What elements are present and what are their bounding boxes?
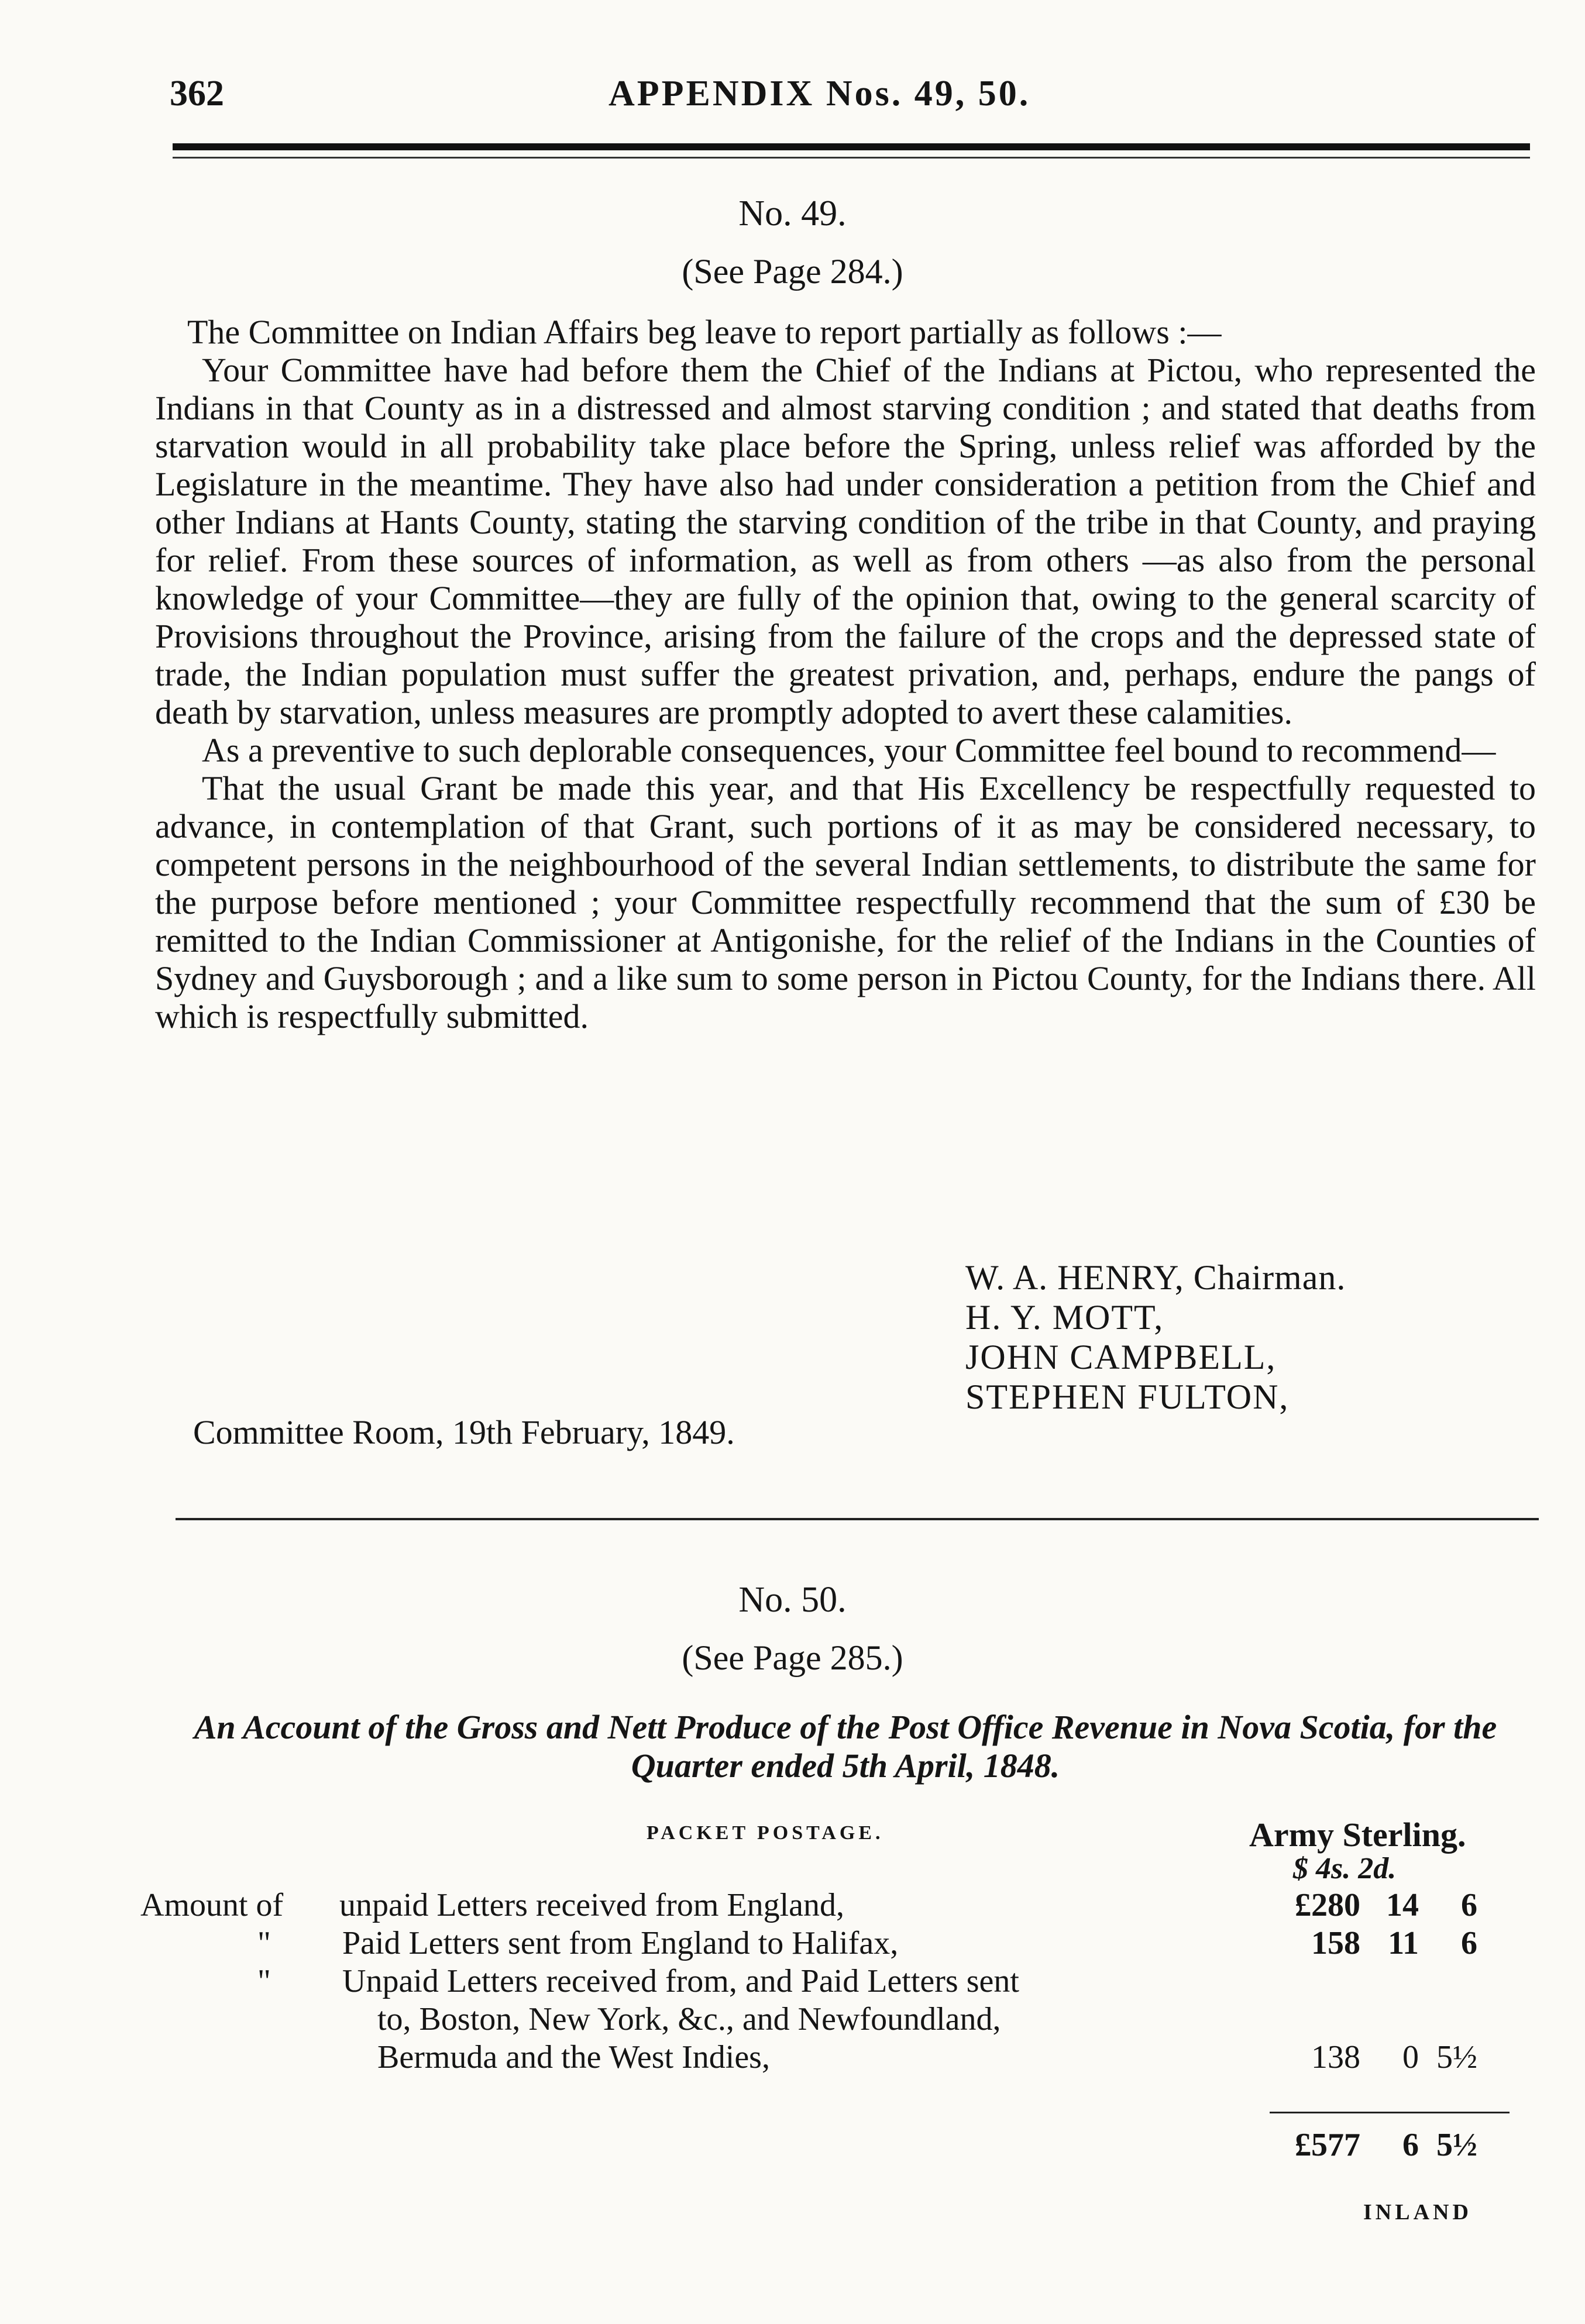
see-page-close: .) xyxy=(882,252,903,291)
account-title: An Account of the Gross and Nett Produce of the Post Office Revenue in Nova Scotia, for the Quarter ended 5th April, 1848. xyxy=(194,1708,1497,1785)
section-divider xyxy=(176,1518,1539,1520)
see-page-number: 284 xyxy=(830,252,883,291)
see-page-close: .) xyxy=(882,1638,903,1677)
page-header xyxy=(164,73,1527,137)
row-label: to, Boston, New York, &c., and Newfoundland, xyxy=(377,2001,1001,2037)
pounds: 158 xyxy=(1311,1925,1360,1961)
pounds: £280 xyxy=(1295,1887,1360,1923)
section-50-number: No. 50. xyxy=(738,1580,847,1620)
header-rule-thin xyxy=(173,157,1530,159)
row-label: Paid Letters sent from England to Halifax, xyxy=(342,1925,899,1961)
packet-postage-heading: PACKET POSTAGE. xyxy=(647,1822,884,1844)
shillings: 0 xyxy=(1402,2039,1419,2075)
paragraph-grant: That the usual Grant be made this year, and that His Excellency be respectfully requested to advance, in contemplation of that Grant, such portions of it as may be considered necessary, to competent persons in the neighbourhood of the several Indian settlements, to distribute the same for the purpose before mentioned ; your Committee respectfully recommend that the sum of £30 be remitted to the Indian Commissioner at Antigonishe, for the relief of the Indians in the Counties of Sydney and Guysborough ; and a like sum to some person in Pictou County, for the Indians there. All which is respectfully submitted. xyxy=(155,769,1536,1035)
shillings: 11 xyxy=(1388,1925,1419,1961)
running-head: APPENDIX Nos. 49, 50. xyxy=(608,74,1031,113)
catchword: INLAND xyxy=(1363,2200,1472,2225)
header-rule-thick xyxy=(173,143,1530,150)
row-amount xyxy=(1264,2039,1515,2076)
row-label: Unpaid Letters received from, and Paid Letters sent xyxy=(342,1963,1019,1999)
section-49-number: No. 49. xyxy=(738,194,847,233)
shillings: 14 xyxy=(1386,1887,1419,1923)
section-50-see-page xyxy=(0,1638,1585,1678)
signature-chairman: W. A. HENRY, Chairman. xyxy=(965,1258,1346,1297)
see-page-open: (See Page xyxy=(682,1638,830,1677)
total-amount xyxy=(1264,2126,1515,2164)
row-prefix: " xyxy=(257,1925,271,1961)
pence: 5½ xyxy=(1436,2039,1477,2075)
committee-room-date: Committee Room, 19th February, 1849. xyxy=(193,1413,735,1451)
shillings: 6 xyxy=(1402,2127,1419,2163)
row-prefix: " xyxy=(257,1963,271,1999)
section-49-see-page xyxy=(0,252,1585,292)
total-rule xyxy=(1270,2112,1510,2113)
row-prefix: Amount of xyxy=(140,1887,284,1923)
signature-member: H. Y. MOTT, xyxy=(965,1298,1164,1337)
row-label: Bermuda and the West Indies, xyxy=(377,2039,770,2075)
signature-member: JOHN CAMPBELL, xyxy=(965,1338,1277,1376)
paragraph-preventive: As a preventive to such deplorable consequences, your Committee feel bound to recommend— xyxy=(202,731,1496,769)
pence: 6 xyxy=(1461,1925,1477,1961)
army-sterling-heading: Army Sterling. xyxy=(1249,1816,1466,1854)
page-number: 362 xyxy=(170,74,224,113)
section-49-body xyxy=(155,313,1536,1035)
row-label: unpaid Letters received from England, xyxy=(339,1887,844,1923)
pence: 5½ xyxy=(1436,2127,1477,2163)
paragraph-report: Your Committee have had before them the Chief of the Indians at Pictou, who represented the Indians in that County as in a distressed and almost starving condition ; and stated that deaths from starvation would in all probability take place before the Spring, unless relief was afforded by the Legislature in the meantime. They have also had under consideration a petition from the Chief and other Indians at Hants County, stating the starving condition of the tribe in that County, and praying for relief. From these sources of information, as well as from others —as also from the personal knowledge of your Committee—they are fully of the opinion that, owing to the general scarcity of Provisions throughout the Province, arising from the failure of the crops and the depressed state of trade, the Indian population must suffer the greatest privation, and, perhaps, endure the pangs of death by starvation, unless measures are promptly adopted to avert these calamities. xyxy=(155,351,1536,731)
pence: 6 xyxy=(1461,1887,1477,1923)
row-amount xyxy=(1264,1924,1515,1962)
paragraph-intro: The Committee on Indian Affairs beg leave to report partially as follows :— xyxy=(187,313,1222,351)
signature-member: STEPHEN FULTON, xyxy=(965,1378,1290,1416)
see-page-open: (See Page xyxy=(682,252,830,291)
row-amount xyxy=(1264,1886,1515,1924)
signature-block xyxy=(965,1258,1346,1417)
pounds: 138 xyxy=(1311,2039,1360,2075)
see-page-number: 285 xyxy=(830,1638,883,1677)
currency-subheading: $ 4s. 2d. xyxy=(1293,1852,1397,1885)
pounds: £577 xyxy=(1295,2127,1360,2163)
